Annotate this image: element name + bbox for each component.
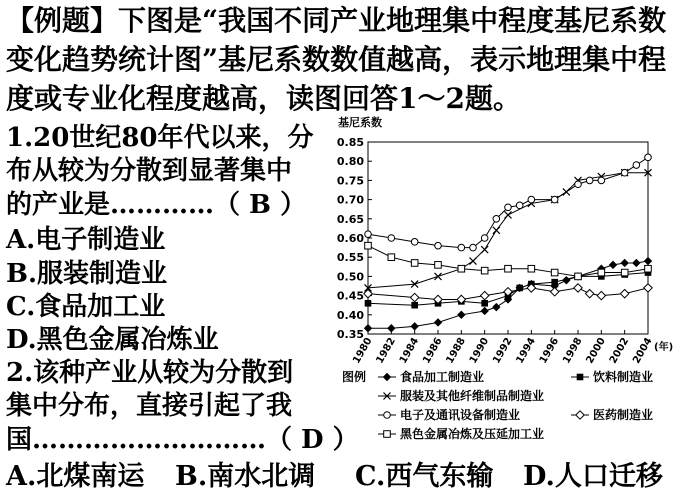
- series-1-point-2003: [632, 259, 640, 267]
- series-4-point-1988: [458, 244, 465, 251]
- legend-item-6-label: 黑色金属冶炼及压延加工业: [400, 427, 545, 441]
- series-4-point-1998: [575, 181, 582, 188]
- y-tick-label-0.70: 0.70: [336, 193, 364, 207]
- y-tick-label-0.60: 0.60: [336, 232, 364, 245]
- series-5-point-2000: [597, 291, 605, 299]
- y-tick-label-0.35: 0.35: [336, 328, 364, 341]
- series-5-point-2002: [620, 289, 628, 297]
- series-6-point-1988: [458, 265, 465, 272]
- legend: [342, 369, 653, 441]
- series-6-point-1990: [481, 267, 488, 274]
- x-tick-label-2002: 2002: [607, 336, 632, 366]
- series-1-point-2002: [620, 259, 628, 267]
- legend-item-6-marker-icon: [384, 431, 391, 438]
- q2-line-2: 集中分布，直接引起了我: [6, 391, 293, 421]
- intro-line-1: 【例题】下图是“我国不同产业地理集中程度基尼系数: [6, 4, 667, 37]
- legend-title: 图例: [342, 370, 367, 384]
- x-axis-unit: (年): [654, 342, 674, 353]
- series-2-point-1980: [365, 300, 372, 307]
- y-tick-label-0.55: 0.55: [336, 251, 364, 265]
- q2-line-1: 2.该种产业从较为分散到: [6, 358, 294, 388]
- series-2-point-1996: [551, 279, 558, 286]
- series-6-point-1986: [435, 262, 442, 269]
- series-6-point-1994: [528, 265, 535, 272]
- series-4-point-1992: [505, 204, 512, 211]
- x-tick-label-1988: 1988: [444, 336, 468, 366]
- series-1-point-1982: [387, 324, 395, 332]
- series-4-point-1991: [493, 216, 500, 223]
- q1-option-d: D.黑色金属冶炼业: [6, 325, 219, 355]
- x-tick-label-1986: 1986: [421, 336, 445, 366]
- series-1-point-1990: [480, 307, 488, 315]
- series-4-point-1999: [586, 177, 593, 184]
- x-tick-label-1982: 1982: [374, 336, 398, 366]
- q2-option-d: D.人口迁移: [523, 461, 663, 492]
- q1-line-1: 1.20世纪80年代以来，分: [6, 123, 314, 153]
- y-tick-label-0.50: 0.50: [336, 270, 364, 284]
- y-tick-label-0.75: 0.75: [336, 174, 364, 188]
- series-1-point-1991: [492, 303, 500, 311]
- series-1-point-1986: [434, 318, 442, 326]
- series-1-point-1984: [410, 322, 418, 330]
- series-3-point-1990: [481, 246, 488, 253]
- series-4-point-1996: [551, 196, 558, 203]
- series-4-point-1984: [411, 239, 418, 246]
- legend-item-4-label: 电子及通讯设备制造业: [400, 408, 521, 422]
- legend-item-3-label: 服装及其他纤维制品制造业: [400, 389, 545, 403]
- gini-line-chart: [330, 112, 692, 448]
- series-3-point-1991: [493, 227, 500, 234]
- q2-line-3: 国………………………（ D ）: [6, 425, 359, 455]
- series-6-point-1980: [365, 242, 372, 249]
- x-tick-label-1998: 1998: [561, 336, 585, 366]
- series-5-point-1996: [550, 288, 558, 296]
- series-6-point-2002: [621, 269, 628, 276]
- q2-option-b: B.南水北调: [175, 461, 316, 492]
- x-tick-label-2000: 2000: [584, 336, 608, 366]
- q1-option-a: A.电子制造业: [6, 225, 166, 255]
- series-4-point-2002: [621, 169, 628, 176]
- legend-item-4-marker-icon: [384, 412, 391, 419]
- y-tick-label-0.80: 0.80: [336, 155, 364, 169]
- series-1-point-1980: [364, 324, 372, 332]
- series-2-point-1990: [481, 300, 488, 307]
- legend-item-2-marker-icon: [577, 374, 584, 381]
- x-tick-label-1994: 1994: [514, 336, 538, 366]
- legend-item-1-marker-icon: [383, 373, 391, 381]
- series-5-point-1998: [574, 284, 582, 292]
- series-3-point-1989: [470, 258, 477, 265]
- series-4-point-1994: [528, 196, 535, 203]
- series-4-point-2003: [633, 162, 640, 169]
- series-3-point-1992: [505, 211, 512, 218]
- series-1-point-2001: [609, 261, 617, 269]
- y-tick-label-0.45: 0.45: [336, 289, 364, 303]
- legend-item-1-label: 食品加工制造业: [400, 370, 485, 384]
- q1-option-b: B.服装制造业: [6, 259, 168, 289]
- x-tick-label-1980: 1980: [351, 336, 375, 366]
- q2-option-a: A.北煤南运: [6, 461, 145, 492]
- series-6-point-1982: [388, 254, 395, 261]
- y-axis-title: 基尼系数: [338, 116, 382, 129]
- series-4-point-1990: [481, 235, 488, 242]
- series-6-point-1996: [551, 269, 558, 276]
- series-4-point-1986: [435, 242, 442, 249]
- series-1-point-2004: [644, 257, 652, 265]
- x-tick-label-1992: 1992: [491, 336, 515, 366]
- series-4-point-1982: [388, 235, 395, 242]
- q1-line-3: 的产业是…………（ B ）: [6, 190, 307, 220]
- legend-item-2-label: 饮料制造业: [593, 370, 654, 384]
- series-4-point-1993: [516, 202, 523, 209]
- q1-line-2: 布从较为分散到显著集中: [6, 156, 293, 186]
- series-4-line: [368, 157, 648, 247]
- legend-item-5-marker-icon: [576, 411, 584, 419]
- x-tick-label-2004: 2004: [631, 336, 655, 366]
- series-5-point-2004: [644, 284, 652, 292]
- q1-option-c: C.食品加工业: [6, 292, 166, 322]
- series-5-point-1990: [480, 291, 488, 299]
- y-tick-label-0.85: 0.85: [336, 136, 364, 149]
- intro-line-3: 度或专业化程度越高，读图回答1～2题。: [6, 82, 521, 115]
- y-tick-label-0.65: 0.65: [336, 212, 364, 226]
- x-tick-label-1990: 1990: [467, 336, 492, 366]
- series-5-point-1984: [410, 293, 418, 301]
- intro-line-2: 变化趋势统计图”基尼系数数值越高，表示地理集中程: [6, 43, 667, 76]
- series-5-point-1999: [585, 289, 593, 297]
- series-4-point-2004: [645, 154, 652, 161]
- series-1-point-1988: [457, 311, 465, 319]
- legend-item-5-label: 医药制造业: [593, 408, 654, 422]
- series-4-point-1980: [365, 231, 372, 238]
- series-6-point-1992: [505, 265, 512, 272]
- series-layer: [364, 154, 652, 332]
- series-4-point-1989: [470, 244, 477, 251]
- series-6-point-1998: [575, 273, 582, 280]
- series-6-point-2000: [598, 269, 605, 276]
- series-3-point-1986: [435, 273, 442, 280]
- series-6-point-2004: [645, 265, 652, 272]
- q2-option-c: C.西气东输: [355, 461, 494, 492]
- series-2-point-1984: [411, 302, 418, 309]
- series-6-point-1984: [411, 260, 418, 267]
- series-4-point-2000: [598, 177, 605, 184]
- x-tick-label-1996: 1996: [537, 336, 562, 366]
- y-tick-label-0.40: 0.40: [336, 308, 364, 322]
- x-tick-label-1984: 1984: [397, 336, 422, 366]
